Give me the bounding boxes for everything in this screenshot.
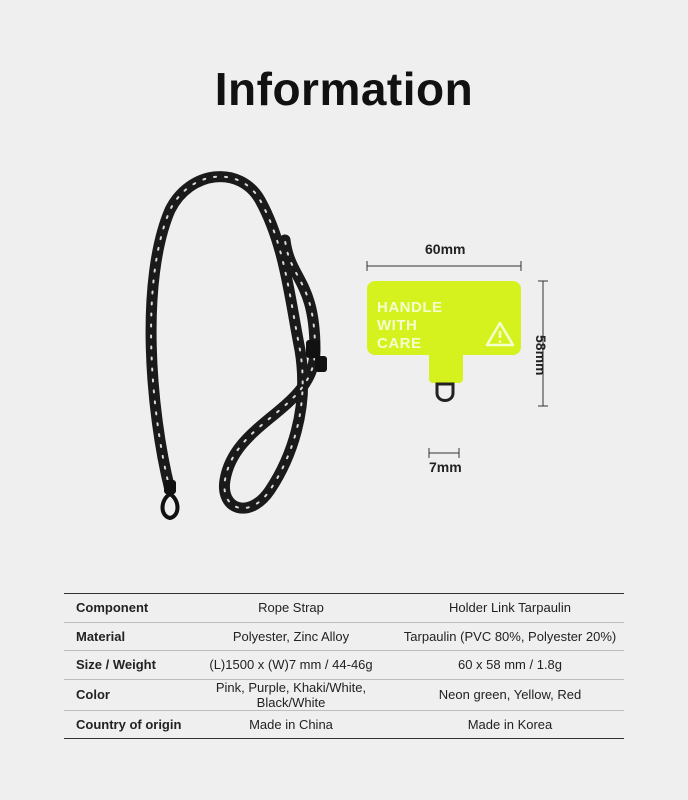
row-label: Material <box>64 622 186 651</box>
specs-table <box>64 593 624 739</box>
rope-strap-image <box>140 160 340 530</box>
tab-dimension-label: 7mm <box>429 459 462 475</box>
cell-rope-strap: Made in China <box>249 716 333 732</box>
card-handle-text: HANDLE WITH CARE <box>377 299 443 352</box>
table-row <box>64 679 624 710</box>
warning-icon <box>485 321 515 347</box>
table-row <box>64 594 624 623</box>
d-ring-icon <box>433 381 457 405</box>
row-label: Component <box>64 594 186 623</box>
table-row <box>64 710 624 739</box>
card-tab <box>429 353 463 383</box>
snap-hook-icon <box>163 480 178 518</box>
holder-card-diagram <box>355 235 575 485</box>
cell-holder-link: Tarpaulin (PVC 80%, Polyester 20%) <box>396 622 624 651</box>
table-row <box>64 651 624 680</box>
table-row <box>64 622 624 651</box>
row-label: Size / Weight <box>64 651 186 680</box>
row-label: Country of origin <box>76 716 182 732</box>
cell-holder-link: Neon green, Yellow, Red <box>396 679 624 710</box>
cell-rope-strap: Rope Strap <box>186 594 396 623</box>
cell-rope-strap: (L)1500 x (W)7 mm / 44-46g <box>186 651 396 680</box>
height-dimension-label: 58mm <box>533 335 549 376</box>
width-dimension-label: 60mm <box>425 241 466 257</box>
tarpaulin-card <box>367 281 521 355</box>
page-title: Information <box>214 63 474 115</box>
cell-holder-link: Holder Link Tarpaulin <box>396 594 624 623</box>
row-label: Color <box>64 679 186 710</box>
cell-rope-strap: Polyester, Zinc Alloy <box>186 622 396 651</box>
cell-holder-link: Made in Korea <box>467 716 553 732</box>
cell-holder-link: 60 x 58 mm / 1.8g <box>396 651 624 680</box>
cell-rope-strap: Pink, Purple, Khaki/White, Black/White <box>186 679 396 710</box>
